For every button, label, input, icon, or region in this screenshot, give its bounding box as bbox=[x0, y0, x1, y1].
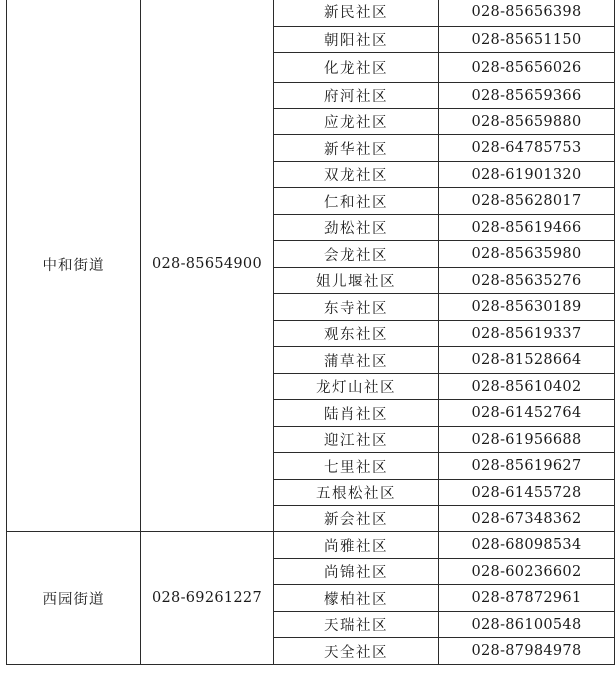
street-name-cell: 西园街道 bbox=[7, 532, 141, 665]
community-phone-cell: 028-85635276 bbox=[439, 268, 615, 294]
community-name-cell: 东寺社区 bbox=[274, 294, 439, 321]
community-name-cell: 府河社区 bbox=[274, 83, 439, 109]
community-name-cell: 朝阳社区 bbox=[274, 27, 439, 53]
community-phone-cell: 028-61452764 bbox=[439, 400, 615, 427]
community-phone-cell: 028-87984978 bbox=[439, 638, 615, 665]
table-row bbox=[7, 0, 615, 27]
community-name-cell: 陆肖社区 bbox=[274, 400, 439, 427]
community-phone-cell: 028-85628017 bbox=[439, 188, 615, 215]
community-phone-cell: 028-85656026 bbox=[439, 53, 615, 83]
contacts-table-body bbox=[7, 0, 615, 665]
community-name-cell: 天全社区 bbox=[274, 638, 439, 665]
community-name-cell: 姐儿堰社区 bbox=[274, 268, 439, 294]
community-name-cell: 蒲草社区 bbox=[274, 347, 439, 374]
street-phone-cell: 028-85654900 bbox=[141, 0, 274, 532]
community-phone-cell: 028-85651150 bbox=[439, 27, 615, 53]
community-phone-cell: 028-85656398 bbox=[439, 0, 615, 27]
community-name-cell: 七里社区 bbox=[274, 453, 439, 480]
community-phone-cell: 028-61455728 bbox=[439, 480, 615, 506]
community-phone-cell: 028-85635980 bbox=[439, 241, 615, 268]
community-name-cell: 应龙社区 bbox=[274, 109, 439, 135]
community-phone-cell: 028-67348362 bbox=[439, 506, 615, 532]
street-name-cell: 中和街道 bbox=[7, 0, 141, 532]
community-phone-cell: 028-61956688 bbox=[439, 427, 615, 453]
community-name-cell: 观东社区 bbox=[274, 321, 439, 347]
street-phone-cell: 028-69261227 bbox=[141, 532, 274, 665]
community-phone-cell: 028-85619627 bbox=[439, 453, 615, 480]
community-name-cell: 五根松社区 bbox=[274, 480, 439, 506]
community-name-cell: 新华社区 bbox=[274, 135, 439, 162]
community-phone-cell: 028-81528664 bbox=[439, 347, 615, 374]
community-phone-cell: 028-86100548 bbox=[439, 612, 615, 638]
community-name-cell: 新民社区 bbox=[274, 0, 439, 27]
community-name-cell: 会龙社区 bbox=[274, 241, 439, 268]
community-name-cell: 双龙社区 bbox=[274, 162, 439, 188]
community-name-cell: 劲松社区 bbox=[274, 215, 439, 241]
community-phone-cell: 028-85659366 bbox=[439, 83, 615, 109]
community-name-cell: 新会社区 bbox=[274, 506, 439, 532]
community-phone-cell: 028-85630189 bbox=[439, 294, 615, 321]
community-name-cell: 檬柏社区 bbox=[274, 585, 439, 612]
community-name-cell: 天瑞社区 bbox=[274, 612, 439, 638]
community-phone-cell: 028-68098534 bbox=[439, 532, 615, 559]
community-phone-cell: 028-85659880 bbox=[439, 109, 615, 135]
community-phone-cell: 028-60236602 bbox=[439, 559, 615, 585]
community-name-cell: 仁和社区 bbox=[274, 188, 439, 215]
community-name-cell: 化龙社区 bbox=[274, 53, 439, 83]
community-name-cell: 尚锦社区 bbox=[274, 559, 439, 585]
community-phone-cell: 028-85619337 bbox=[439, 321, 615, 347]
community-phone-cell: 028-87872961 bbox=[439, 585, 615, 612]
community-name-cell: 龙灯山社区 bbox=[274, 374, 439, 400]
community-name-cell: 尚雅社区 bbox=[274, 532, 439, 559]
community-name-cell: 迎江社区 bbox=[274, 427, 439, 453]
community-phone-cell: 028-85619466 bbox=[439, 215, 615, 241]
table-row bbox=[7, 532, 615, 559]
community-phone-cell: 028-85610402 bbox=[439, 374, 615, 400]
contacts-table bbox=[6, 0, 615, 665]
community-phone-cell: 028-64785753 bbox=[439, 135, 615, 162]
community-phone-cell: 028-61901320 bbox=[439, 162, 615, 188]
